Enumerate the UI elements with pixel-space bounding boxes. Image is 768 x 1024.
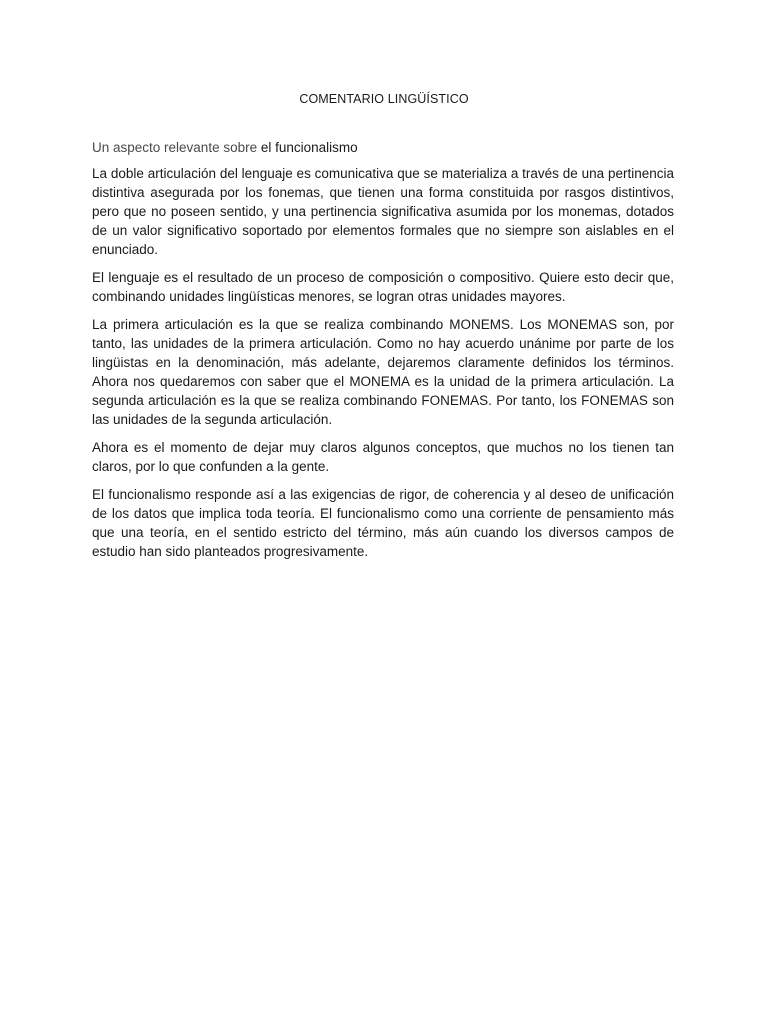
paragraph: El lenguaje es el resultado de un proceso de composición o compositivo. Quiere esto decir que, combinando unidades lingüísticas menores, se logran otras unidades mayores. xyxy=(92,270,674,304)
section-subtitle xyxy=(92,138,674,157)
subtitle-lead: Un aspecto relevante sobre xyxy=(92,140,258,155)
paragraph: La primera articulación es la que se realiza combinando MONEMS. Los MONEMAS son, por tanto, las unidades de la primera articulación. Como no hay acuerdo unánime por parte de los lingüistas en la denominación, más adelante, dejaremos claramente definidos los términos. Ahora nos quedaremos con saber que el MONEMA es la unidad de la primera articulación. La segunda articulación es la que se realiza combinando FONEMAS. Por tanto, los FONEMAS son las unidades de la segunda articulación. xyxy=(92,317,674,427)
paragraph: El funcionalismo responde así a las exigencias de rigor, de coherencia y al deseo de unificación de los datos que implica toda teoría. El funcionalismo como una corriente de pensamiento más que una teoría, en el sentido estricto del término, más aún cuando los diversos campos de estudio han sido planteados progresivamente. xyxy=(92,487,674,559)
document-title: COMENTARIO LINGÜÍSTICO xyxy=(299,92,469,106)
document-body xyxy=(92,138,674,570)
subtitle-topic: el funcionalismo xyxy=(260,140,358,155)
paragraph: La doble articulación del lenguaje es comunicativa que se materializa a través de una pertinencia distintiva asegurada por los fonemas, que tienen una forma constituida por rasgos distintivos, pero que no poseen sentido, y una pertinencia significativa asumida por los monemas, dotados de un valor significativo soportado por elementos formales que no siempre son aislables en el enunciado. xyxy=(92,166,674,257)
paragraph: Ahora es el momento de dejar muy claros algunos conceptos, que muchos no los tienen tan claros, por lo que confunden a la gente. xyxy=(92,440,674,474)
